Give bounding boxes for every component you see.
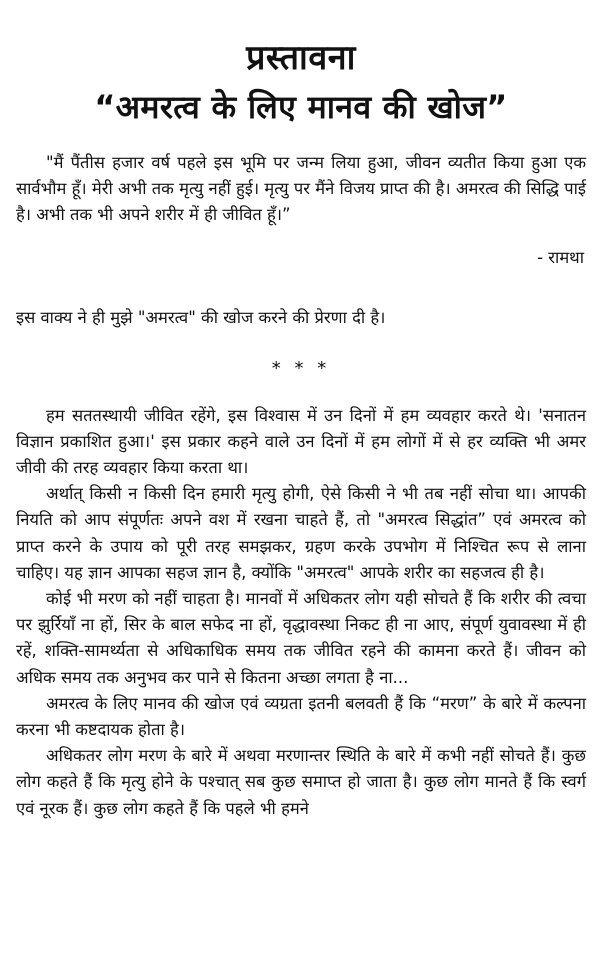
page-subtitle: “अमरत्व के लिए मानव की खोज” bbox=[94, 88, 508, 126]
title-block bbox=[16, 38, 586, 128]
inspiration-line: इस वाक्य ने ही मुझे "अमरत्व" की खोज करने की प्रेरणा दी है। bbox=[16, 307, 386, 327]
quote-attribution: - रामथा bbox=[537, 247, 584, 267]
paragraph: अधिकतर लोग मरण के बारे में अथवा मरणान्तर स्थिति के बारे में कभी नहीं सोचते हैं। कुछ लोग कहते हैं कि मृत्यु होने के पश्चात् सब कुछ समाप्त हो जाता है। कुछ लोग मानते हैं कि स्वर्ग एवं नूरक हैं। कुछ लोग कहते हैं कि पहले भी हमने bbox=[16, 746, 586, 818]
paragraph: हम सततस्थायी जीवित रहेंगे, इस विश्वास में उन दिनों में हम व्यवहार करते थे। 'सनातन विज्ञान प्रकाशित हुआ।' इस प्रकार कहने वाले उन दिनों में हम लोगों में से हर व्यक्ति भी अमर जीवी की तरह व्यवहार किया करता था। bbox=[16, 405, 586, 477]
page-title: प्रस्तावना bbox=[246, 38, 356, 78]
paragraph: कोई भी मरण को नहीं चाहता है। मानवों में अधिकतर लोग यही सोचते हैं कि शरीर की त्वचा पर झुर्रियाँ ना हों, सिर के बाल सफेद ना हों, वृद्धावस्था निकट ही ना आए, संपूर्ण युवावस्था में ही रहें, शक्ति-सामर्थ्यता से अधिकाधिक समय तक जीवित रहने की कामना करते हैं। जीवन को अधिक समय तक अनुभव कर पाने से कितना अच्छा लगता है ना... bbox=[16, 588, 586, 687]
paragraph: अमरत्व के लिए मानव की खोज एवं व्यग्रता इतनी बलवती हैं कि “मरण” के बारे में कल्पना करना भी कष्टदायक होता है। bbox=[16, 693, 586, 739]
section-separator: * * * bbox=[271, 357, 331, 379]
body-text bbox=[16, 403, 586, 822]
opening-quote: "मैं पैंतीस हजार वर्ष पहले इस भूमि पर जन्म लिया हुआ, जीवन व्यतीत किया हुआ एक सार्वभौम हूँ। मेरी अभी तक मृत्यु नहीं हुई। मृत्यु पर मैंने विजय प्राप्त की है। अमरत्व की सिद्धि पाई है। अभी तक भी अपने शरीर में ही जीवित हूँ।” bbox=[16, 153, 586, 224]
paragraph: अर्थात् किसी न किसी दिन हमारी मृत्यु होगी, ऐसे किसी ने भी तब नहीं सोचा था। आपकी नियति को आप संपूर्णतः अपने वश में रखना चाहते हैं, तो "अमरत्व सिद्धांत” एवं अमरत्व को प्राप्त करने के उपाय को पूरी तरह समझकर, ग्रहण करके उपभोग में निश्चित रूप से लाना चाहिए। यह ज्ञान आपका सहज ज्ञान है, क्योंकि "अमरत्व" आपके शरीर का सहजत्व ही है। bbox=[16, 484, 586, 582]
